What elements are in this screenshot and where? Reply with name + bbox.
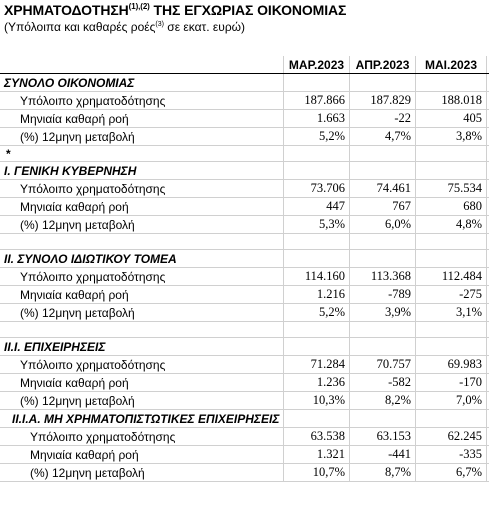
cell-value: 680 <box>416 198 487 216</box>
marker-row <box>0 146 489 162</box>
subtitle-footnote-ref: (3) <box>155 21 164 28</box>
page-title <box>4 2 346 18</box>
cell-value: 5,2% <box>284 304 350 322</box>
row-label: (%) 12μηνη μεταβολή <box>0 392 284 410</box>
title-rest: ΤΗΣ ΕΓΧΩΡΙΑΣ ΟΙΚΟΝΟΜΙΑΣ <box>149 2 347 18</box>
section-label: II.I.A. ΜΗ ΧΡΗΜΑΤΟΠΙΣΤΩΤΙΚΕΣ ΕΠΙΧΕΙΡΗΣΕΙΣ <box>0 410 284 428</box>
row-label: Υπόλοιπο χρηματοδότησης <box>0 356 284 374</box>
cell-value: 74.461 <box>350 180 416 198</box>
cell-value: 63.153 <box>350 428 416 446</box>
spacer-row <box>0 234 489 250</box>
section-label: I. ΓΕΝΙΚΗ ΚΥΒΕΡΝΗΣΗ <box>0 162 284 180</box>
header-cell-label <box>0 56 284 74</box>
row-label: Μηνιαία καθαρή ροή <box>0 374 284 392</box>
cell-value: 188.018 <box>416 92 487 110</box>
cell-value: 73.706 <box>284 180 350 198</box>
table-row <box>0 428 489 446</box>
section-label: II. ΣΥΝΟΛΟ ΙΔΙΩΤΙΚΟΥ ΤΟΜΕΑ <box>0 250 284 268</box>
cell-value: 8,7% <box>350 464 416 482</box>
table-row <box>0 110 489 128</box>
cell-value: 6,0% <box>350 216 416 234</box>
cell-value: 63.538 <box>284 428 350 446</box>
row-label: Υπόλοιπο χρηματοδότησης <box>0 180 284 198</box>
cell-value: 187.866 <box>284 92 350 110</box>
cell-value: -335 <box>416 446 487 464</box>
column-header: ΜΑΙ.2023 <box>416 56 487 74</box>
subtitle-main: (Υπόλοιπα και καθαρές ροές <box>4 20 156 34</box>
table-row <box>0 464 489 482</box>
table-row <box>0 374 489 392</box>
cell-value: -789 <box>350 286 416 304</box>
asterisk-marker: * <box>0 146 284 162</box>
row-label: (%) 12μηνη μεταβολή <box>0 304 284 322</box>
cell-value: 113.368 <box>350 268 416 286</box>
row-label: (%) 12μηνη μεταβολή <box>0 464 284 482</box>
cell-value: -275 <box>416 286 487 304</box>
table-row <box>0 268 489 286</box>
table-row <box>0 92 489 110</box>
section-row <box>0 74 489 92</box>
row-label: Μηνιαία καθαρή ροή <box>0 198 284 216</box>
cell-value: 114.160 <box>284 268 350 286</box>
table-row <box>0 180 489 198</box>
cell-value: 6,7% <box>416 464 487 482</box>
cell-value: 3,8% <box>416 128 487 146</box>
cell-value: 10,3% <box>284 392 350 410</box>
table-row <box>0 446 489 464</box>
cell-value: 3,9% <box>350 304 416 322</box>
section-row <box>0 338 489 356</box>
cell-value: 1.663 <box>284 110 350 128</box>
table-row <box>0 304 489 322</box>
row-label: Υπόλοιπο χρηματοδότησης <box>0 428 284 446</box>
cell-value: 1.236 <box>284 374 350 392</box>
cell-value: 187.829 <box>350 92 416 110</box>
cell-value: -441 <box>350 446 416 464</box>
section-label: II.I. ΕΠΙΧΕΙΡΗΣΕΙΣ <box>0 338 284 356</box>
row-label: Μηνιαία καθαρή ροή <box>0 110 284 128</box>
cell-value: 62.245 <box>416 428 487 446</box>
cell-value: 5,2% <box>284 128 350 146</box>
table-row <box>0 198 489 216</box>
row-label: (%) 12μηνη μεταβολή <box>0 128 284 146</box>
cell-value: 75.534 <box>416 180 487 198</box>
table-row <box>0 286 489 304</box>
cell-value: 7,0% <box>416 392 487 410</box>
table-row <box>0 356 489 374</box>
title-footnote-ref: (1),(2) <box>128 2 150 11</box>
spacer-row <box>0 322 489 338</box>
row-label: Υπόλοιπο χρηματοδότησης <box>0 268 284 286</box>
section-row <box>0 410 489 428</box>
column-header: ΜΑΡ.2023 <box>284 56 350 74</box>
cell-value: 112.484 <box>416 268 487 286</box>
column-header: ΑΠΡ.2023 <box>350 56 416 74</box>
row-label: Μηνιαία καθαρή ροή <box>0 286 284 304</box>
cell-value: -170 <box>416 374 487 392</box>
cell-value: 767 <box>350 198 416 216</box>
page-subtitle <box>4 20 245 34</box>
title-main: ΧΡΗΜΑΤΟΔΟΤΗΣΗ <box>4 2 129 18</box>
cell-value: -22 <box>350 110 416 128</box>
cell-value: 70.757 <box>350 356 416 374</box>
cell-value: 4,7% <box>350 128 416 146</box>
cell-value: 447 <box>284 198 350 216</box>
row-label: Υπόλοιπο χρηματοδότησης <box>0 92 284 110</box>
cell-value: 10,7% <box>284 464 350 482</box>
section-label: ΣΥΝΟΛΟ ΟΙΚΟΝΟΜΙΑΣ <box>0 74 284 92</box>
section-row <box>0 162 489 180</box>
cell-value: 1.321 <box>284 446 350 464</box>
cell-value: 69.983 <box>416 356 487 374</box>
subtitle-rest: σε εκατ. ευρώ) <box>163 20 246 34</box>
table-row <box>0 128 489 146</box>
cell-value: 4,8% <box>416 216 487 234</box>
table-row <box>0 392 489 410</box>
cell-value: 1.216 <box>284 286 350 304</box>
cell-value: 71.284 <box>284 356 350 374</box>
cell-value: 8,2% <box>350 392 416 410</box>
cell-value: -582 <box>350 374 416 392</box>
cell-value: 3,1% <box>416 304 487 322</box>
cell-value: 5,3% <box>284 216 350 234</box>
financing-table <box>0 56 489 482</box>
row-label: Μηνιαία καθαρή ροή <box>0 446 284 464</box>
section-row <box>0 250 489 268</box>
header-row <box>0 56 489 74</box>
row-label: (%) 12μηνη μεταβολή <box>0 216 284 234</box>
table-row <box>0 216 489 234</box>
cell-value: 405 <box>416 110 487 128</box>
